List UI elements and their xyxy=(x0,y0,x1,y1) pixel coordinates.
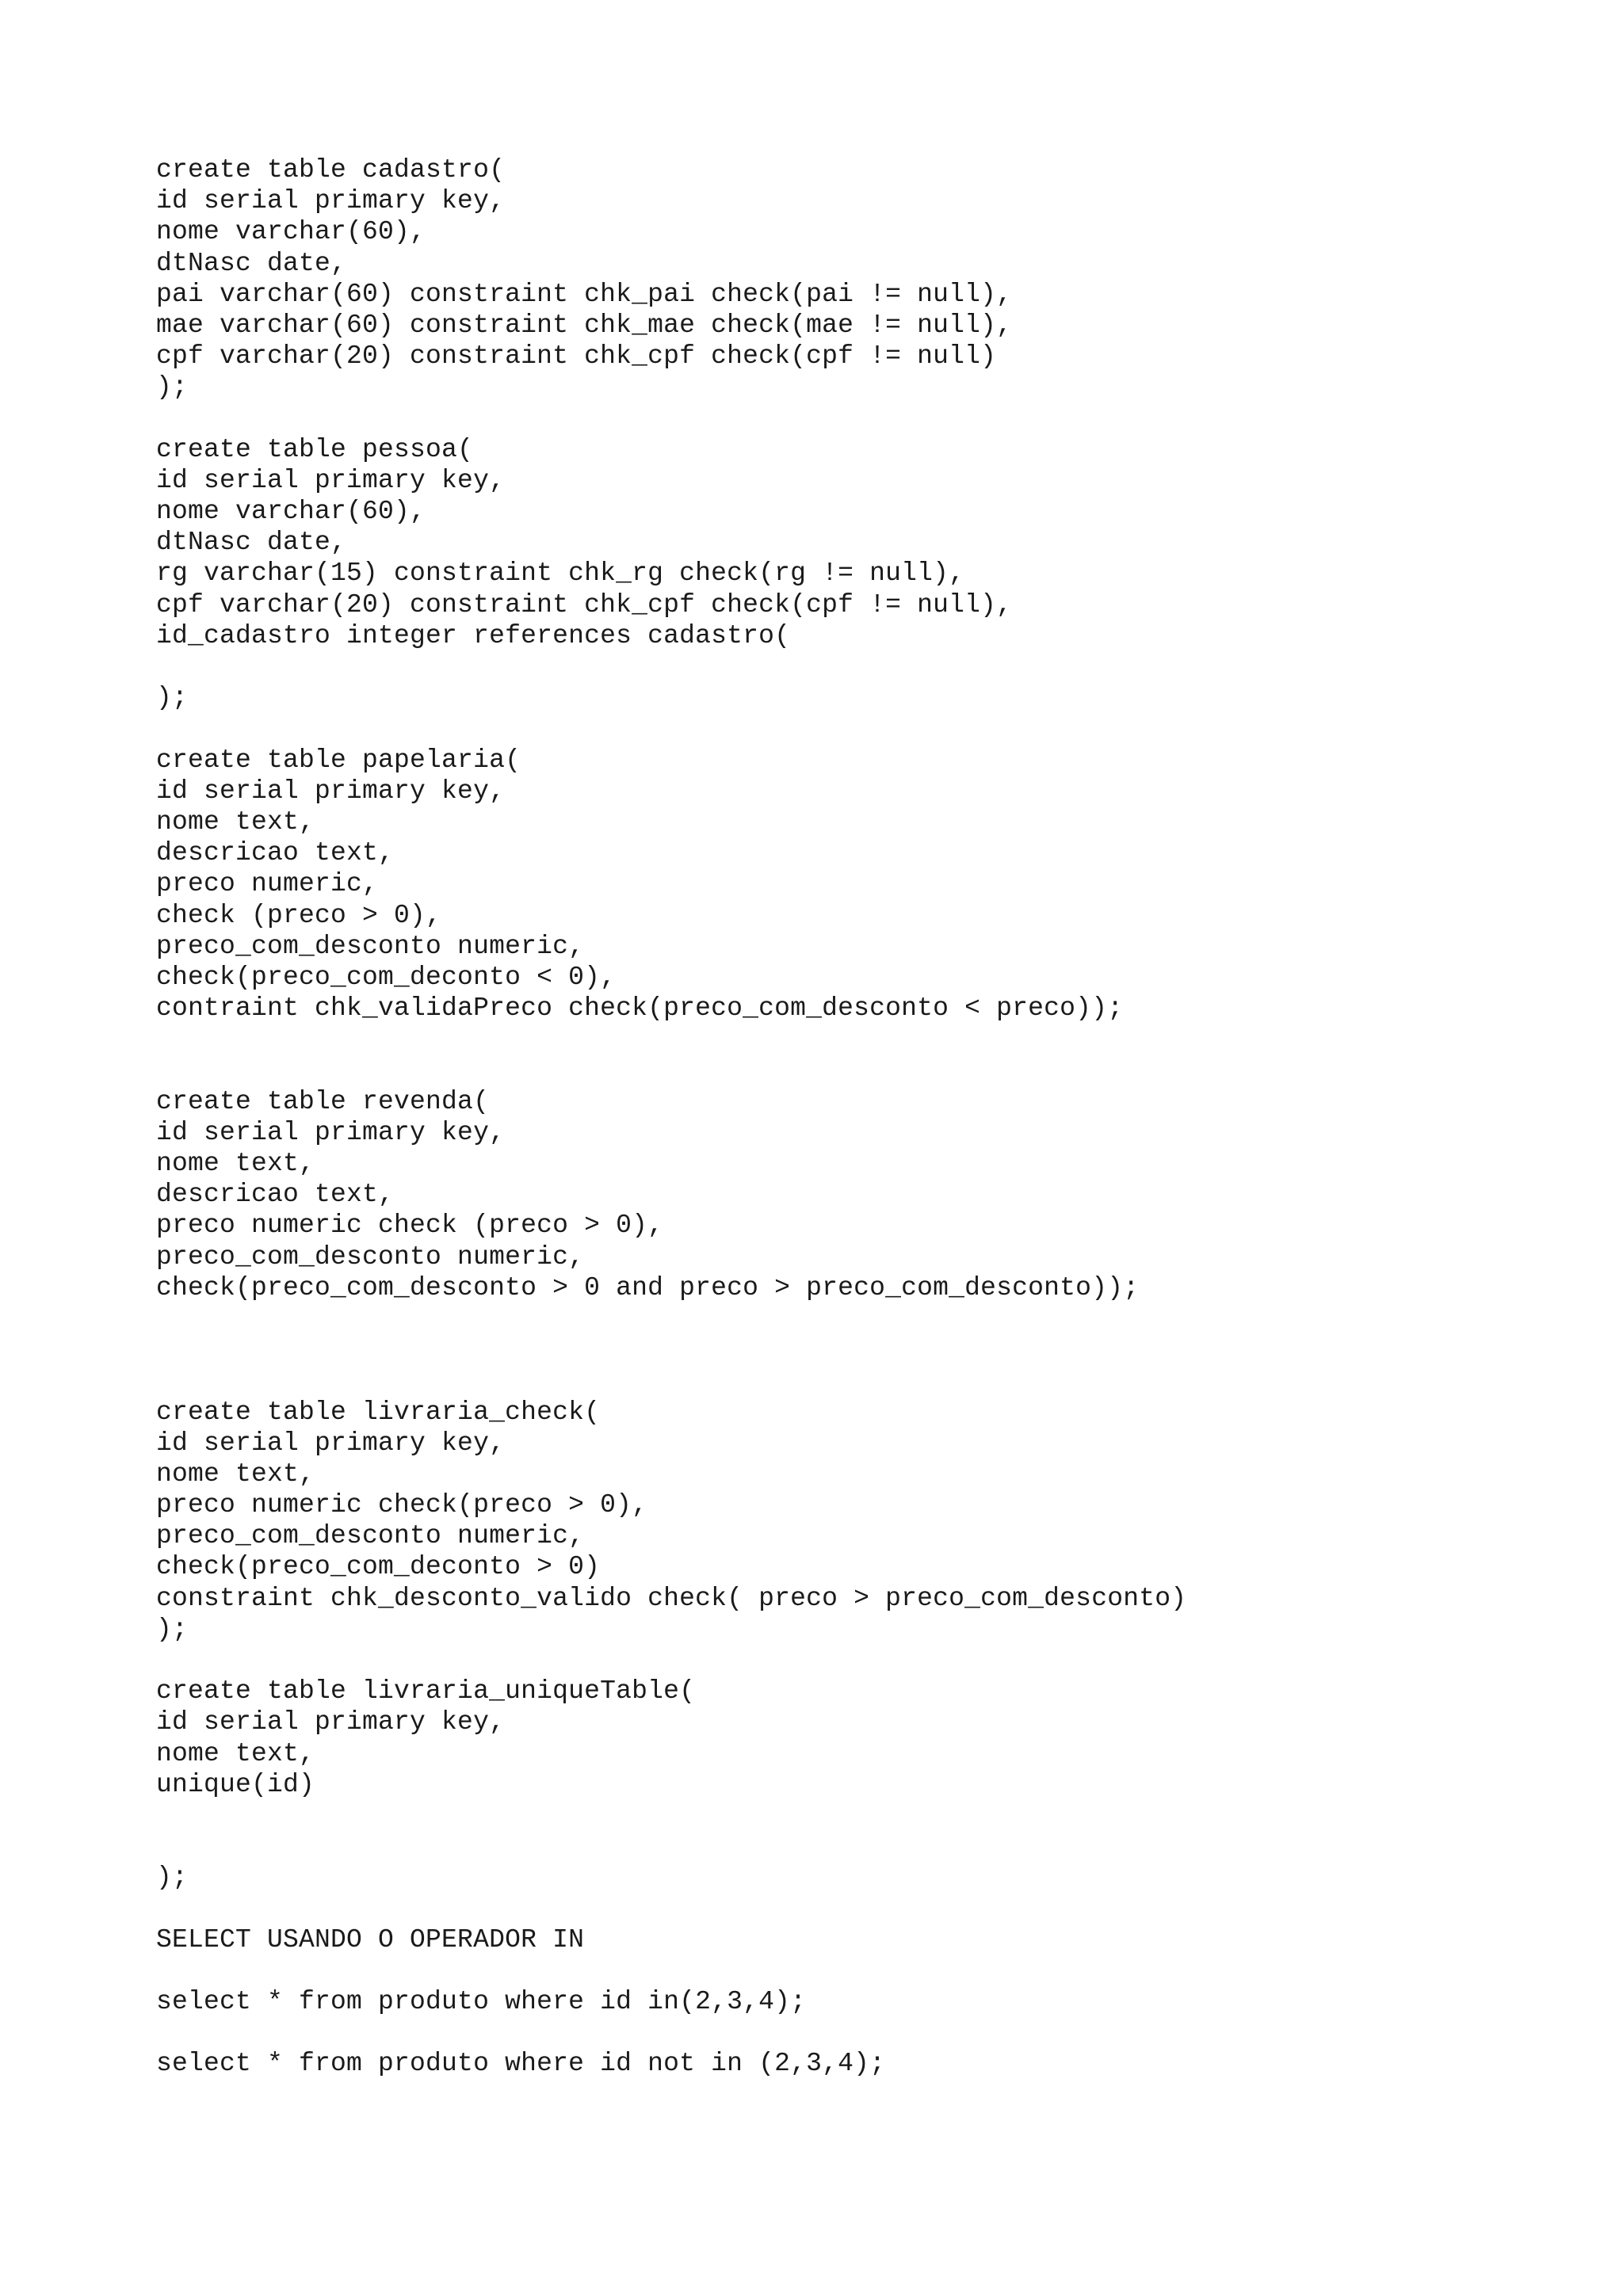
code-line: rg varchar(15) constraint chk_rg check(rg != null), xyxy=(156,559,965,589)
code-line: id_cadastro integer references cadastro( xyxy=(156,620,791,650)
code-line: contraint chk_validaPreco check(preco_com_desconto < preco)); xyxy=(156,994,1124,1024)
blank-line xyxy=(156,1645,1567,1676)
code-line: ); xyxy=(156,683,189,713)
blank-line xyxy=(156,2017,1567,2048)
document-page xyxy=(156,154,1567,2080)
code-line: check(preco_com_deconto > 0) xyxy=(156,1552,601,1582)
blank-line xyxy=(156,1024,1567,1055)
code-line: check (preco > 0), xyxy=(156,900,442,930)
code-line: id serial primary key, xyxy=(156,1707,506,1737)
code-line: ); xyxy=(156,1614,189,1644)
code-line: constraint chk_desconto_valido check( preco > preco_com_desconto) xyxy=(156,1583,1187,1613)
code-line: create table cadastro( xyxy=(156,155,506,185)
code-line: id serial primary key, xyxy=(156,186,506,216)
blank-line xyxy=(156,1955,1567,1986)
code-line: check(preco_com_deconto < 0), xyxy=(156,962,617,992)
code-line: nome text, xyxy=(156,1459,315,1489)
code-line: preco numeric, xyxy=(156,869,379,899)
blank-line xyxy=(156,1800,1567,1831)
code-line: preco numeric check(preco > 0), xyxy=(156,1490,648,1520)
blank-line xyxy=(156,651,1567,682)
code-line: nome varchar(60), xyxy=(156,497,426,527)
code-line: id serial primary key, xyxy=(156,1117,506,1147)
code-line: id serial primary key, xyxy=(156,1428,506,1458)
code-line: ); xyxy=(156,1863,189,1893)
code-line: preco_com_desconto numeric, xyxy=(156,1241,585,1272)
code-line: ); xyxy=(156,372,189,402)
code-line: create table livraria_uniqueTable( xyxy=(156,1676,696,1707)
blank-line xyxy=(156,1303,1567,1334)
code-line: mae varchar(60) constraint chk_mae check(mae != null), xyxy=(156,310,1013,340)
blank-line xyxy=(156,1365,1567,1396)
code-line: preco_com_desconto numeric, xyxy=(156,1521,585,1551)
code-line: check(preco_com_desconto > 0 and preco > preco_com_desconto)); xyxy=(156,1272,1140,1302)
code-line: cpf varchar(20) constraint chk_cpf check(cpf != null), xyxy=(156,589,1013,620)
code-line: create table revenda( xyxy=(156,1086,490,1116)
blank-line xyxy=(156,1055,1567,1085)
code-line: id serial primary key, xyxy=(156,465,506,495)
blank-line xyxy=(156,1894,1567,1924)
code-line: select * from produto where id in(2,3,4); xyxy=(156,1987,807,2017)
code-line: preco_com_desconto numeric, xyxy=(156,931,585,961)
code-line: nome text, xyxy=(156,1149,315,1178)
code-line: id serial primary key, xyxy=(156,776,506,806)
code-line: preco numeric check (preco > 0), xyxy=(156,1211,664,1241)
code-line: pai varchar(60) constraint chk_pai check(pai != null), xyxy=(156,279,1013,309)
blank-line xyxy=(156,1334,1567,1365)
code-line: descricao text, xyxy=(156,838,395,868)
code-line: nome varchar(60), xyxy=(156,217,426,247)
code-line: create table papelaria( xyxy=(156,745,521,775)
code-line: create table livraria_check( xyxy=(156,1397,601,1427)
blank-line xyxy=(156,1831,1567,1862)
code-line: create table pessoa( xyxy=(156,434,474,464)
code-line: descricao text, xyxy=(156,1180,395,1210)
code-line: dtNasc date, xyxy=(156,248,347,278)
section-heading: SELECT USANDO O OPERADOR IN xyxy=(156,1924,585,1955)
code-line: select * from produto where id not in (2,3,4); xyxy=(156,2049,886,2079)
code-line: cpf varchar(20) constraint chk_cpf check(cpf != null) xyxy=(156,341,997,372)
blank-line xyxy=(156,713,1567,744)
code-line: nome text, xyxy=(156,807,315,837)
code-line: nome text, xyxy=(156,1738,315,1768)
code-line: unique(id) xyxy=(156,1769,315,1799)
blank-line xyxy=(156,403,1567,434)
code-line: dtNasc date, xyxy=(156,528,347,558)
